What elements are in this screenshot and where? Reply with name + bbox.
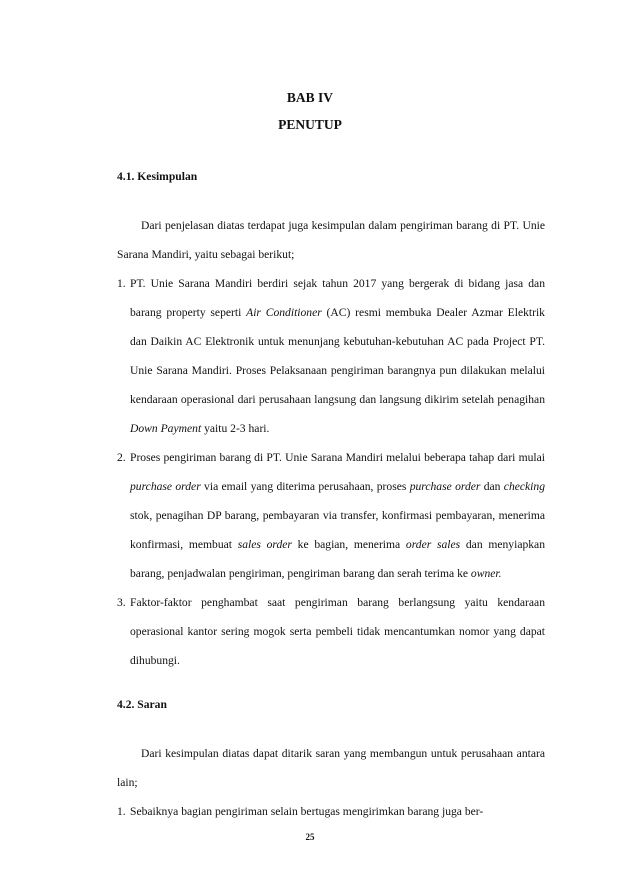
list-item-text: PT. Unie Sarana Mandiri berdiri sejak tahun 2017 yang bergerak di bidang jasa dan barang property seperti bbox=[130, 277, 545, 319]
section-suggestion bbox=[117, 690, 545, 826]
conclusion-list bbox=[117, 269, 545, 675]
section-intro: Dari penjelasan diatas terdapat juga kesimpulan dalam pengiriman barang di PT. Unie Sarana Mandiri, yaitu sebagai berikut; bbox=[117, 219, 545, 261]
list-item bbox=[117, 588, 545, 675]
list-item-text: ke bagian, menerima bbox=[291, 538, 406, 551]
list-item bbox=[117, 443, 545, 588]
list-item-text: Sebaiknya bagian pengiriman selain bertugas mengirimkan barang juga ber- bbox=[130, 805, 484, 818]
list-item-text: yaitu 2-3 hari. bbox=[201, 422, 270, 435]
list-item-term: Air Conditioner bbox=[246, 306, 322, 319]
list-item-number: 1. bbox=[117, 805, 126, 818]
list-item-number: 1. bbox=[117, 277, 126, 290]
list-item bbox=[117, 797, 545, 826]
section-heading: 4.2. Saran bbox=[117, 698, 167, 711]
list-item-number: 2. bbox=[117, 451, 126, 464]
suggestion-list bbox=[117, 797, 545, 826]
section-heading: 4.1. Kesimpulan bbox=[117, 170, 198, 183]
list-item-text: stok, penagihan DP barang, pembayaran via transfer, konfirmasi pembayaran, menerima konfirmasi, membuat bbox=[130, 509, 545, 551]
list-item-term: Down Payment bbox=[130, 422, 202, 435]
list-item-term: purchase order bbox=[409, 480, 481, 493]
section-intro: Dari kesimpulan diatas dapat ditarik saran yang membangun untuk perusahaan antara lain; bbox=[117, 747, 545, 789]
page-number: 25 bbox=[305, 832, 315, 842]
list-item-term: checking bbox=[503, 480, 545, 493]
list-item-term: owner. bbox=[470, 567, 502, 580]
list-item-term: sales order bbox=[237, 538, 292, 551]
list-item-text: dan bbox=[480, 480, 504, 493]
list-item-text: Proses pengiriman barang di PT. Unie Sarana Mandiri melalui beberapa tahap dari mulai bbox=[130, 451, 545, 464]
list-item-text: dan menyiapkan barang, penjadwalan pengiriman, pengiriman barang dan serah terima ke bbox=[130, 538, 546, 580]
list-item-text: via email yang diterima perusahaan, proses bbox=[200, 480, 410, 493]
chapter-title: PENUTUP bbox=[278, 117, 342, 132]
list-item-text: (AC) resmi membuka Dealer Azmar Elektrik dan Daikin AC Elektronik untuk menunjang kebutuhan-kebutuhan AC pada Project PT. Unie Sarana Mandiri. Proses Pelaksanaan pengiriman barangnya pun dilakukan melalui kendaraan operasional dari perusahaan langsung dan langsung dikirim setelah penagihan bbox=[130, 306, 545, 406]
list-item-term: order sales bbox=[405, 538, 461, 551]
list-item-term: purchase order bbox=[130, 480, 201, 493]
section-conclusion bbox=[117, 162, 545, 675]
list-item-text: Faktor-faktor penghambat saat pengiriman barang berlangsung yaitu kendaraan operasional kantor sering mogok serta pembeli tidak mencantumkan nomor yang dapat dihubungi. bbox=[130, 596, 545, 667]
list-item-number: 3. bbox=[117, 596, 126, 609]
chapter-number: BAB IV bbox=[286, 90, 334, 105]
list-item bbox=[117, 269, 545, 443]
